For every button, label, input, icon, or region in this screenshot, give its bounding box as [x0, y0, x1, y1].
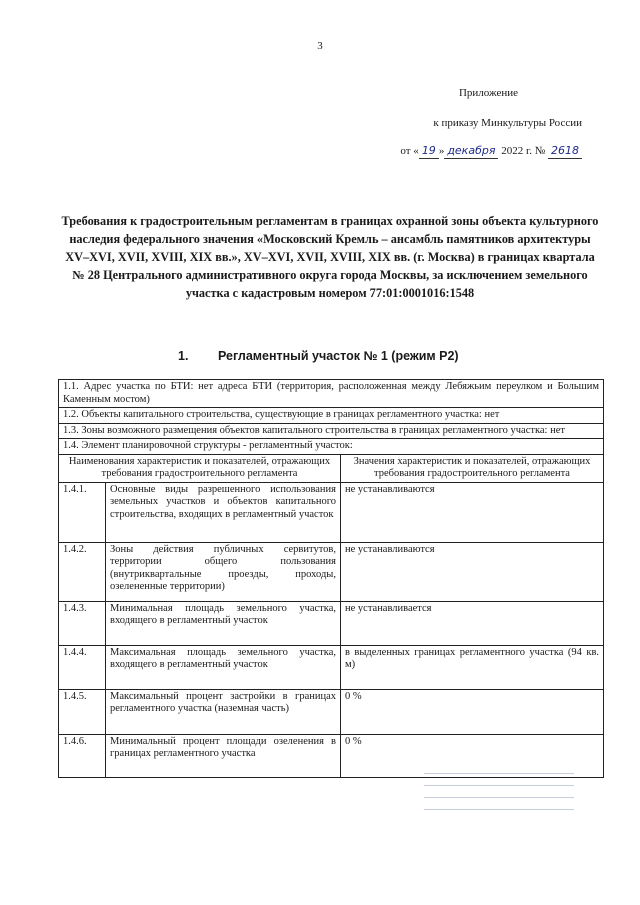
date-year: 2022 г. № [498, 145, 548, 157]
row-address: 1.1. Адрес участка по БТИ: нет адреса БТИ (территория, расположенная между Лебяжьим переулком и Большим Каменным мостом) [59, 380, 604, 408]
table-row [59, 380, 604, 408]
approval-appendix-label: Приложение [458, 87, 518, 99]
row-planning-element: 1.4. Элемент планировочной структуры - регламентный участок: [59, 439, 604, 455]
section-title: Регламентный участок № 1 (режим Р2) [218, 349, 459, 363]
item-number: 1.4.2. [59, 542, 106, 601]
item-name: Основные виды разрешенного использования земельных участков и объектов капитального строительства, входящих в регламентный участок [106, 482, 341, 542]
approval-order-label: к приказу Минкультуры России [433, 117, 582, 129]
document-title: Требования к градостроительным регламентам в границах охранной зоны объекта культурного наследия федерального значения «Московский Кремль – ансамбль памятников архитектуры XV–XVI, XVII, XVIII, XIX вв.», XV–XVI, XVII, XVIII, XIX вв. (г. Москва) в границах квартала № 28 Центрального административного округа города Москвы, за исключением земельного участка с кадастровым номером 77:01:0001016:1548 [61, 214, 599, 300]
table-row [59, 542, 604, 601]
table-header-row [59, 454, 604, 482]
item-value: в выделенных границах регламентного участка (94 кв. м) [341, 645, 604, 689]
table-row [59, 482, 604, 542]
approval-date-line [400, 144, 582, 159]
date-prefix: от « [400, 145, 419, 157]
handwritten-month: декабря [444, 144, 498, 159]
table-row [59, 439, 604, 455]
date-quote-close: » [438, 145, 445, 157]
row-existing-objects: 1.2. Объекты капитального строительства, существующие в границах регламентного участка: нет [59, 408, 604, 424]
row-placement-zones: 1.3. Зоны возможного размещения объектов капитального строительства в границах регламентного участка: нет [59, 423, 604, 439]
table-row [59, 423, 604, 439]
item-value: 0 % [341, 689, 604, 734]
table-row [59, 689, 604, 734]
handwritten-order-number: 2618 [548, 144, 582, 159]
item-name: Минимальный процент площади озеленения в границах регламентного участка [106, 734, 341, 777]
item-name: Максимальная площадь земельного участка, входящего в регламентный участок [106, 645, 341, 689]
section-number: 1. [178, 349, 189, 363]
handwritten-day: 19 [419, 144, 439, 159]
item-number: 1.4.4. [59, 645, 106, 689]
item-number: 1.4.6. [59, 734, 106, 777]
item-name: Зоны действия публичных сервитутов, территории общего пользования (внутриквартальные проезды, проходы, озелененные территории) [106, 542, 341, 601]
header-names: Наименования характеристик и показателей, отражающих требования градостроительного регламента [59, 454, 341, 482]
section-heading [178, 349, 459, 363]
header-values: Значения характеристик и показателей, отражающих требования градостроительного регламента [341, 454, 604, 482]
faint-stamp-impression [424, 771, 574, 821]
item-value: 0 % [341, 734, 604, 777]
table-row [59, 601, 604, 645]
item-name: Минимальная площадь земельного участка, входящего в регламентный участок [106, 601, 341, 645]
item-number: 1.4.3. [59, 601, 106, 645]
table-row [59, 408, 604, 424]
item-number: 1.4.5. [59, 689, 106, 734]
item-number: 1.4.1. [59, 482, 106, 542]
table-row [59, 645, 604, 689]
item-value: не устанавливается [341, 601, 604, 645]
item-value: не устанавливаются [341, 482, 604, 542]
page-number: 3 [317, 40, 323, 52]
item-name: Максимальный процент застройки в границах регламентного участка (наземная часть) [106, 689, 341, 734]
item-value: не устанавливаются [341, 542, 604, 601]
regulation-table [58, 379, 604, 778]
